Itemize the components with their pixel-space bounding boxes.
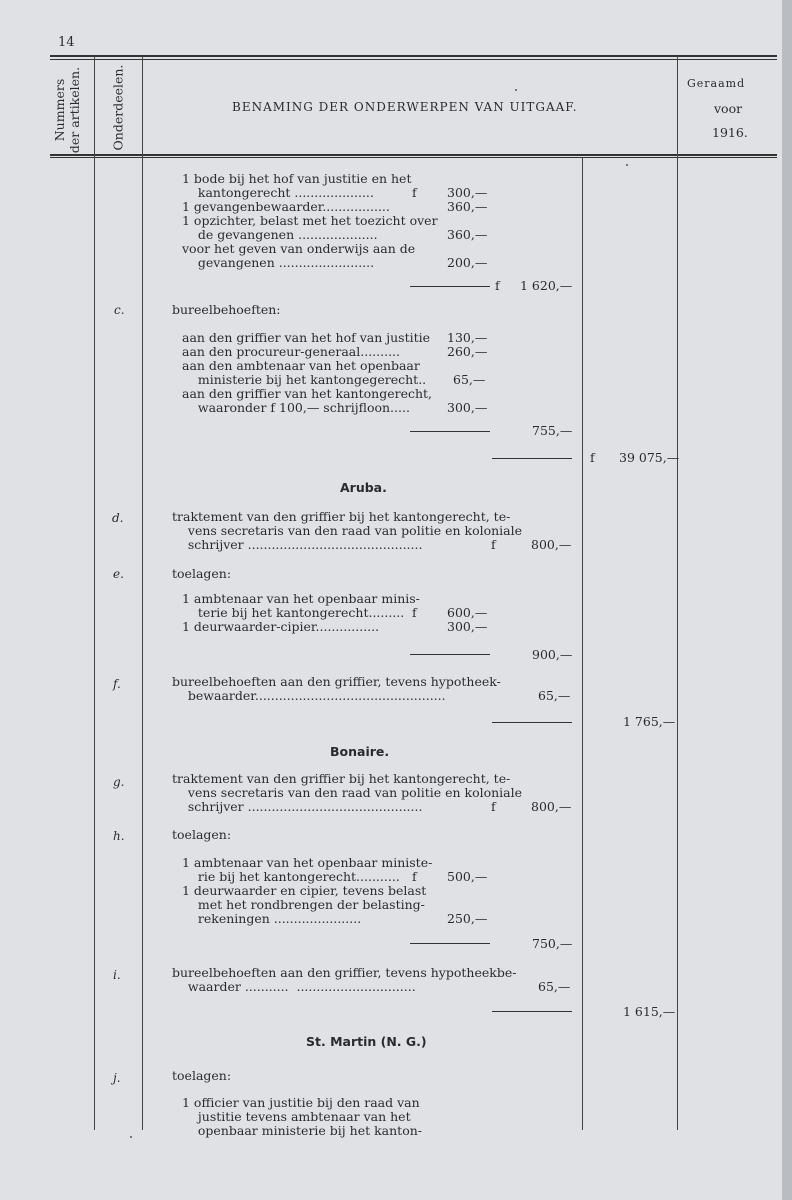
subtotal-rule [410, 431, 490, 432]
item-line: waarder ........... .............................. [172, 979, 416, 994]
subtotal-rule [410, 286, 490, 287]
item-line: bureelbehoeften aan den griffier, tevens hypotheek- [172, 674, 501, 689]
item-line: 1 bode bij het hof van justitie en het [182, 171, 412, 186]
item-line: justitie tevens ambtenaar van het [182, 1109, 411, 1124]
header-bottom-rule [50, 154, 777, 156]
item-amount: 65,— [538, 688, 571, 703]
total-rule [492, 458, 572, 459]
section-title-aruba: Aruba. [340, 480, 387, 495]
item-line: openbaar ministerie bij het kanton- [182, 1123, 422, 1138]
item-amount: 250,— [447, 911, 488, 926]
item-amount: 360,— [447, 199, 488, 214]
section-title-bonaire: Bonaire. [330, 744, 390, 759]
section-heading: bureelbehoeften: [172, 302, 281, 317]
item-line: 1 opzichter, belast met het toezicht over [182, 213, 438, 228]
item-letter: d. [112, 511, 124, 525]
paper-speck [515, 89, 517, 91]
subtotal-amount: 900,— [532, 647, 573, 662]
header-bottom-rule-2 [50, 157, 777, 158]
subtotal-f: f [495, 278, 500, 293]
header-onderdeelen: Onderdeelen. [110, 64, 126, 151]
header-nummers: Nummers der artikelen. [52, 66, 82, 154]
item-line: met het rondbrengen der belasting- [182, 897, 425, 912]
item-line: aan den procureur-generaal.......... [182, 344, 400, 359]
page-number: 14 [58, 35, 75, 50]
item-line: rie bij het kantongerecht........... [182, 869, 400, 884]
total-amount: 1 765,— [623, 714, 676, 729]
column-divider-3 [582, 158, 583, 1130]
total-rule [492, 1011, 572, 1012]
item-line: vens secretaris van den raad van politie en koloniale [172, 523, 523, 538]
item-line: aan den griffier van het kantongerecht, [182, 386, 433, 401]
item-f: f [412, 605, 417, 620]
total-amount: 39 075,— [619, 450, 680, 465]
item-line: 1 ambtenaar van het openbaar ministe- [182, 855, 433, 870]
item-line: waaronder f 100,— schrijfloon..... [182, 400, 410, 415]
item-letter: g. [113, 775, 125, 789]
subtotal-amount: 750,— [532, 936, 573, 951]
item-line: bureelbehoeften aan den griffier, tevens hypotheekbe- [172, 965, 517, 980]
item-line: vens secretaris van den raad van politie en koloniale [172, 785, 523, 800]
item-line: 1 deurwaarder en cipier, tevens belast [182, 883, 427, 898]
column-divider-2 [142, 56, 143, 1130]
item-line: voor het geven van onderwijs aan de [182, 241, 416, 256]
item-letter: f. [113, 677, 121, 691]
page-edge-shadow [782, 0, 792, 1200]
subtotal-amount: 755,— [532, 423, 573, 438]
header-geraamd: Geraamd [687, 77, 746, 90]
item-line: kantongerecht .................... [182, 185, 374, 200]
item-amount: 600,— [447, 605, 488, 620]
item-amount: 65,— [453, 372, 486, 387]
item-line: aan den griffier van het hof van justitie [182, 330, 431, 345]
paper-speck [130, 1136, 132, 1138]
item-amount: 800,— [531, 537, 572, 552]
item-line: 1 gevangenbewaarder................. [182, 199, 390, 214]
item-f: f [491, 799, 496, 814]
item-amount: 200,— [447, 255, 488, 270]
header-voor: voor [714, 101, 743, 116]
header-year: 1916. [712, 125, 748, 140]
item-amount: 260,— [447, 344, 488, 359]
column-divider-4 [677, 56, 678, 1130]
subtotal-amount: 1 620,— [520, 278, 573, 293]
item-amount: 300,— [447, 400, 488, 415]
item-line: schrijver ............................................ [172, 537, 423, 552]
item-line: gevangenen ........................ [182, 255, 375, 270]
item-f: f [491, 537, 496, 552]
item-line: aan den ambtenaar van het openbaar [182, 358, 420, 373]
item-line: rekeningen ...................... [182, 911, 362, 926]
item-line: 1 ambtenaar van het openbaar minis- [182, 591, 420, 606]
item-line: terie bij het kantongerecht......... [182, 605, 405, 620]
total-rule [492, 722, 572, 723]
item-line: traktement van den griffier bij het kantongerecht, te- [172, 509, 511, 524]
column-divider-1 [94, 56, 95, 1130]
item-f: f [412, 869, 417, 884]
item-amount: 65,— [538, 979, 571, 994]
item-amount: 130,— [447, 330, 488, 345]
item-amount: 500,— [447, 869, 488, 884]
item-line: 1 officier van justitie bij den raad van [182, 1095, 420, 1110]
item-line: ministerie bij het kantongegerecht.. [182, 372, 427, 387]
item-line: schrijver ............................................ [172, 799, 423, 814]
section-heading: toelagen: [172, 827, 232, 842]
section-heading: toelagen: [172, 566, 232, 581]
item-line: bewaarder................................................ [172, 688, 446, 703]
section-heading: toelagen: [172, 1068, 232, 1083]
item-line: traktement van den griffier bij het kantongerecht, te- [172, 771, 511, 786]
item-amount: 300,— [447, 619, 488, 634]
item-amount: 800,— [531, 799, 572, 814]
header-top-rule-2 [50, 59, 777, 60]
item-f: f [412, 185, 417, 200]
item-letter: i. [113, 968, 121, 982]
total-amount: 1 615,— [623, 1004, 676, 1019]
item-letter: j. [113, 1071, 121, 1085]
item-letter: e. [113, 567, 124, 581]
paper-speck [626, 164, 628, 166]
subtotal-rule [410, 654, 490, 655]
item-letter: h. [113, 829, 125, 843]
section-title-st-martin: St. Martin (N. G.) [306, 1034, 427, 1049]
item-line: de gevangenen .................... [182, 227, 378, 242]
item-line: 1 deurwaarder-cipier................ [182, 619, 380, 634]
header-top-rule [50, 55, 777, 57]
header-title: BENAMING DER ONDERWERPEN VAN UITGAAF. [232, 100, 578, 114]
item-letter: c. [114, 303, 125, 317]
item-amount: 360,— [447, 227, 488, 242]
total-f: f [590, 450, 595, 465]
subtotal-rule [410, 943, 490, 944]
item-amount: 300,— [447, 185, 488, 200]
